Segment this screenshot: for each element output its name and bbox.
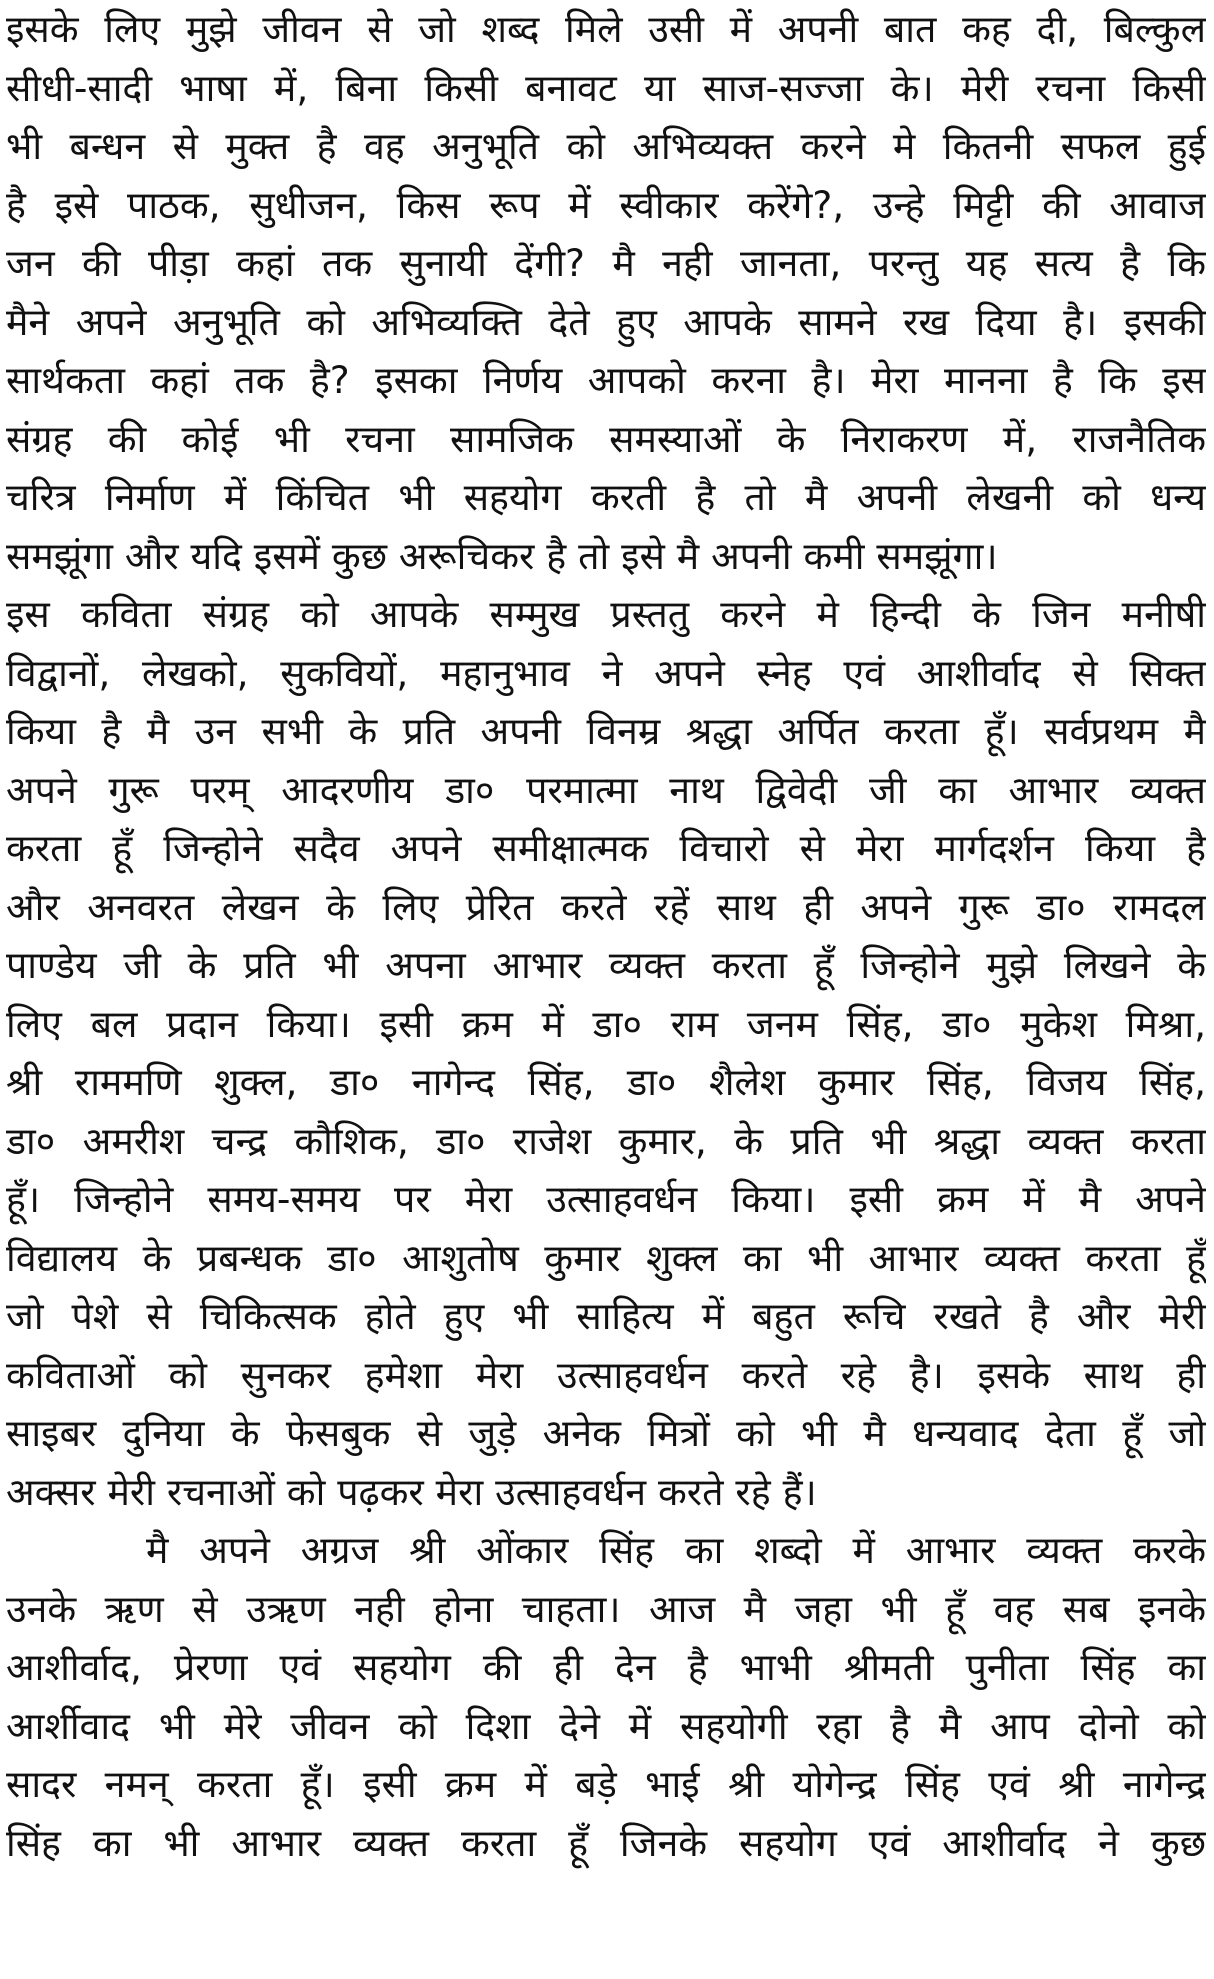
text-line: विद्यालय के प्रबन्धक डा० आशुतोष कुमार शुक्ल का भी आभार व्यक्त करता हूँ xyxy=(6,1235,1206,1280)
text-line: डा० अमरीश चन्द्र कौशिक, डा० राजेश कुमार, के प्रति भी श्रद्धा व्यक्त करता xyxy=(6,1118,1206,1163)
text-line: आर्शीवाद भी मेरे जीवन को दिशा देने में सहयोगी रहा है मै आप दोनो को xyxy=(6,1703,1206,1748)
paragraph-end-line: अक्सर मेरी रचनाओं को पढ़कर मेरा उत्साहवर्धन करते रहे हैं। xyxy=(6,1469,817,1514)
text-line: हूँ। जिन्होने समय-समय पर मेरा उत्साहवर्धन किया। इसी क्रम में मै अपने xyxy=(6,1177,1206,1221)
text-line: सादर नमन् करता हूँ। इसी क्रम में बड़े भाई श्री योगेन्द्र सिंह एवं श्री नागेन्द्र xyxy=(6,1762,1206,1806)
text-line: श्री राममणि शुक्ल, डा० नागेन्द सिंह, डा० शैलेश कुमार सिंह, विजय सिंह, xyxy=(6,1060,1206,1104)
text-line: इसके लिए मुझे जीवन से जो शब्द मिले उसी में अपनी बात कह दी, बिल्कुल xyxy=(6,7,1206,51)
paragraph-end-line: समझूंगा और यदि इसमें कुछ अरूचिकर है तो इसे मै अपनी कमी समझूंगा। xyxy=(6,533,998,578)
text-line: है इसे पाठक, सुधीजन, किस रूप में स्वीकार करेंगे?, उन्हे मिट्टी की आवाज xyxy=(6,182,1206,227)
text-line: जन की पीड़ा कहां तक सुनायी देंगी? मै नही जानता, परन्तु यह सत्य है कि xyxy=(6,241,1206,285)
text-line: भी बन्धन से मुक्त है वह अनुभूति को अभिव्यक्त करने मे कितनी सफल हुई xyxy=(6,124,1206,168)
text-line: इस कविता संग्रह को आपके सम्मुख प्रस्ततु करने मे हिन्दी के जिन मनीषी xyxy=(6,592,1206,636)
text-line: सिंह का भी आभार व्यक्त करता हूँ जिनके सहयोग एवं आशीर्वाद ने कुछ xyxy=(6,1820,1206,1865)
text-line: संग्रह की कोई भी रचना सामजिक समस्याओं के निराकरण में, राजनैतिक xyxy=(6,416,1206,461)
text-line: मैने अपने अनुभूति को अभिव्यक्ति देते हुए आपके सामने रख दिया है। इसकी xyxy=(6,299,1206,344)
text-line: सीधी-सादी भाषा में, बिना किसी बनावट या साज-सज्जा के। मेरी रचना किसी xyxy=(6,65,1206,110)
text-line: लिए बल प्रदान किया। इसी क्रम में डा० राम जनम सिंह, डा० मुकेश मिश्रा, xyxy=(6,1001,1206,1046)
text-line: चरित्र निर्माण में किंचित भी सहयोग करती है तो मै अपनी लेखनी को धन्य xyxy=(6,475,1206,519)
paragraph-start-line: मै अपने अग्रज श्री ओंकार सिंह का शब्दो में आभार व्यक्त करके xyxy=(146,1528,1206,1572)
text-line: अपने गुरू परम् आदरणीय डा० परमात्मा नाथ द्विवेदी जी का आभार व्यक्त xyxy=(6,767,1206,812)
body-text xyxy=(6,0,1206,1872)
text-line: जो पेशे से चिकित्सक होते हुए भी साहित्य में बहुत रूचि रखते है और मेरी xyxy=(6,1294,1206,1338)
text-line: पाण्डेय जी के प्रति भी अपना आभार व्यक्त करता हूँ जिन्होने मुझे लिखने के xyxy=(6,943,1206,987)
text-line: सार्थकता कहां तक है? इसका निर्णय आपको करना है। मेरा मानना है कि इस xyxy=(6,358,1206,402)
text-line: और अनवरत लेखन के लिए प्रेरित करते रहें साथ ही अपने गुरू डा० रामदल xyxy=(6,884,1206,929)
text-line: उनके ऋण से उऋण नही होना चाहता। आज मै जहा भी हूँ वह सब इनके xyxy=(6,1586,1206,1631)
text-line: आशीर्वाद, प्रेरणा एवं सहयोग की ही देन है भाभी श्रीमती पुनीता सिंह का xyxy=(6,1645,1206,1689)
text-line: साइबर दुनिया के फेसबुक से जुड़े अनेक मित्रों को भी मै धन्यवाद देता हूँ जो xyxy=(6,1411,1206,1455)
text-line: कविताओं को सुनकर हमेशा मेरा उत्साहवर्धन करते रहे है। इसके साथ ही xyxy=(6,1352,1206,1397)
text-line: करता हूँ जिन्होने सदैव अपने समीक्षात्मक विचारो से मेरा मार्गदर्शन किया है xyxy=(6,826,1206,870)
text-line: किया है मै उन सभी के प्रति अपनी विनम्र श्रद्धा अर्पित करता हूँ। सर्वप्रथम मै xyxy=(6,709,1206,753)
text-line: विद्वानों, लेखको, सुकवियों, महानुभाव ने अपने स्नेह एवं आशीर्वाद से सिक्त xyxy=(6,650,1206,695)
